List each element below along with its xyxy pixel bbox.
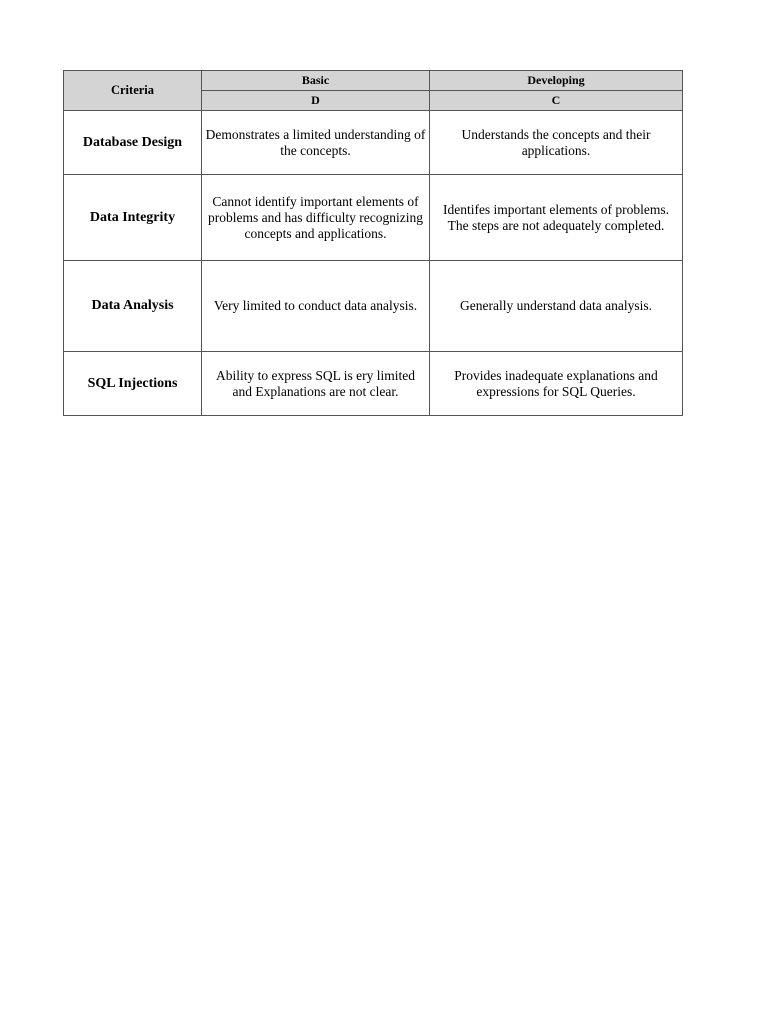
table-row	[64, 175, 683, 261]
developing-description-cell: Provides inadequate explanations and expressions for SQL Queries.	[430, 352, 683, 416]
developing-description-cell: Generally understand data analysis.	[430, 261, 683, 352]
criterion-cell: Database Design	[64, 111, 202, 175]
developing-description-cell: Understands the concepts and their applications.	[430, 111, 683, 175]
level-header-basic: Basic	[202, 71, 430, 91]
table-row	[64, 352, 683, 416]
basic-description-cell: Demonstrates a limited understanding of the concepts.	[202, 111, 430, 175]
header-row-levels	[64, 71, 683, 91]
grade-header-d: D	[202, 91, 430, 111]
table-row	[64, 111, 683, 175]
basic-description-cell: Cannot identify important elements of problems and has difficulty recognizing concepts and applications.	[202, 175, 430, 261]
criterion-cell: Data Integrity	[64, 175, 202, 261]
criterion-cell: Data Analysis	[64, 261, 202, 352]
basic-description-cell: Very limited to conduct data analysis.	[202, 261, 430, 352]
basic-description-cell: Ability to express SQL is ery limited and Explanations are not clear.	[202, 352, 430, 416]
developing-description-cell: Identifes important elements of problems. The steps are not adequately completed.	[430, 175, 683, 261]
table-row	[64, 261, 683, 352]
level-header-developing: Developing	[430, 71, 683, 91]
criteria-header: Criteria	[64, 71, 202, 111]
rubric-table	[63, 70, 683, 416]
criterion-cell: SQL Injections	[64, 352, 202, 416]
grade-header-c: C	[430, 91, 683, 111]
